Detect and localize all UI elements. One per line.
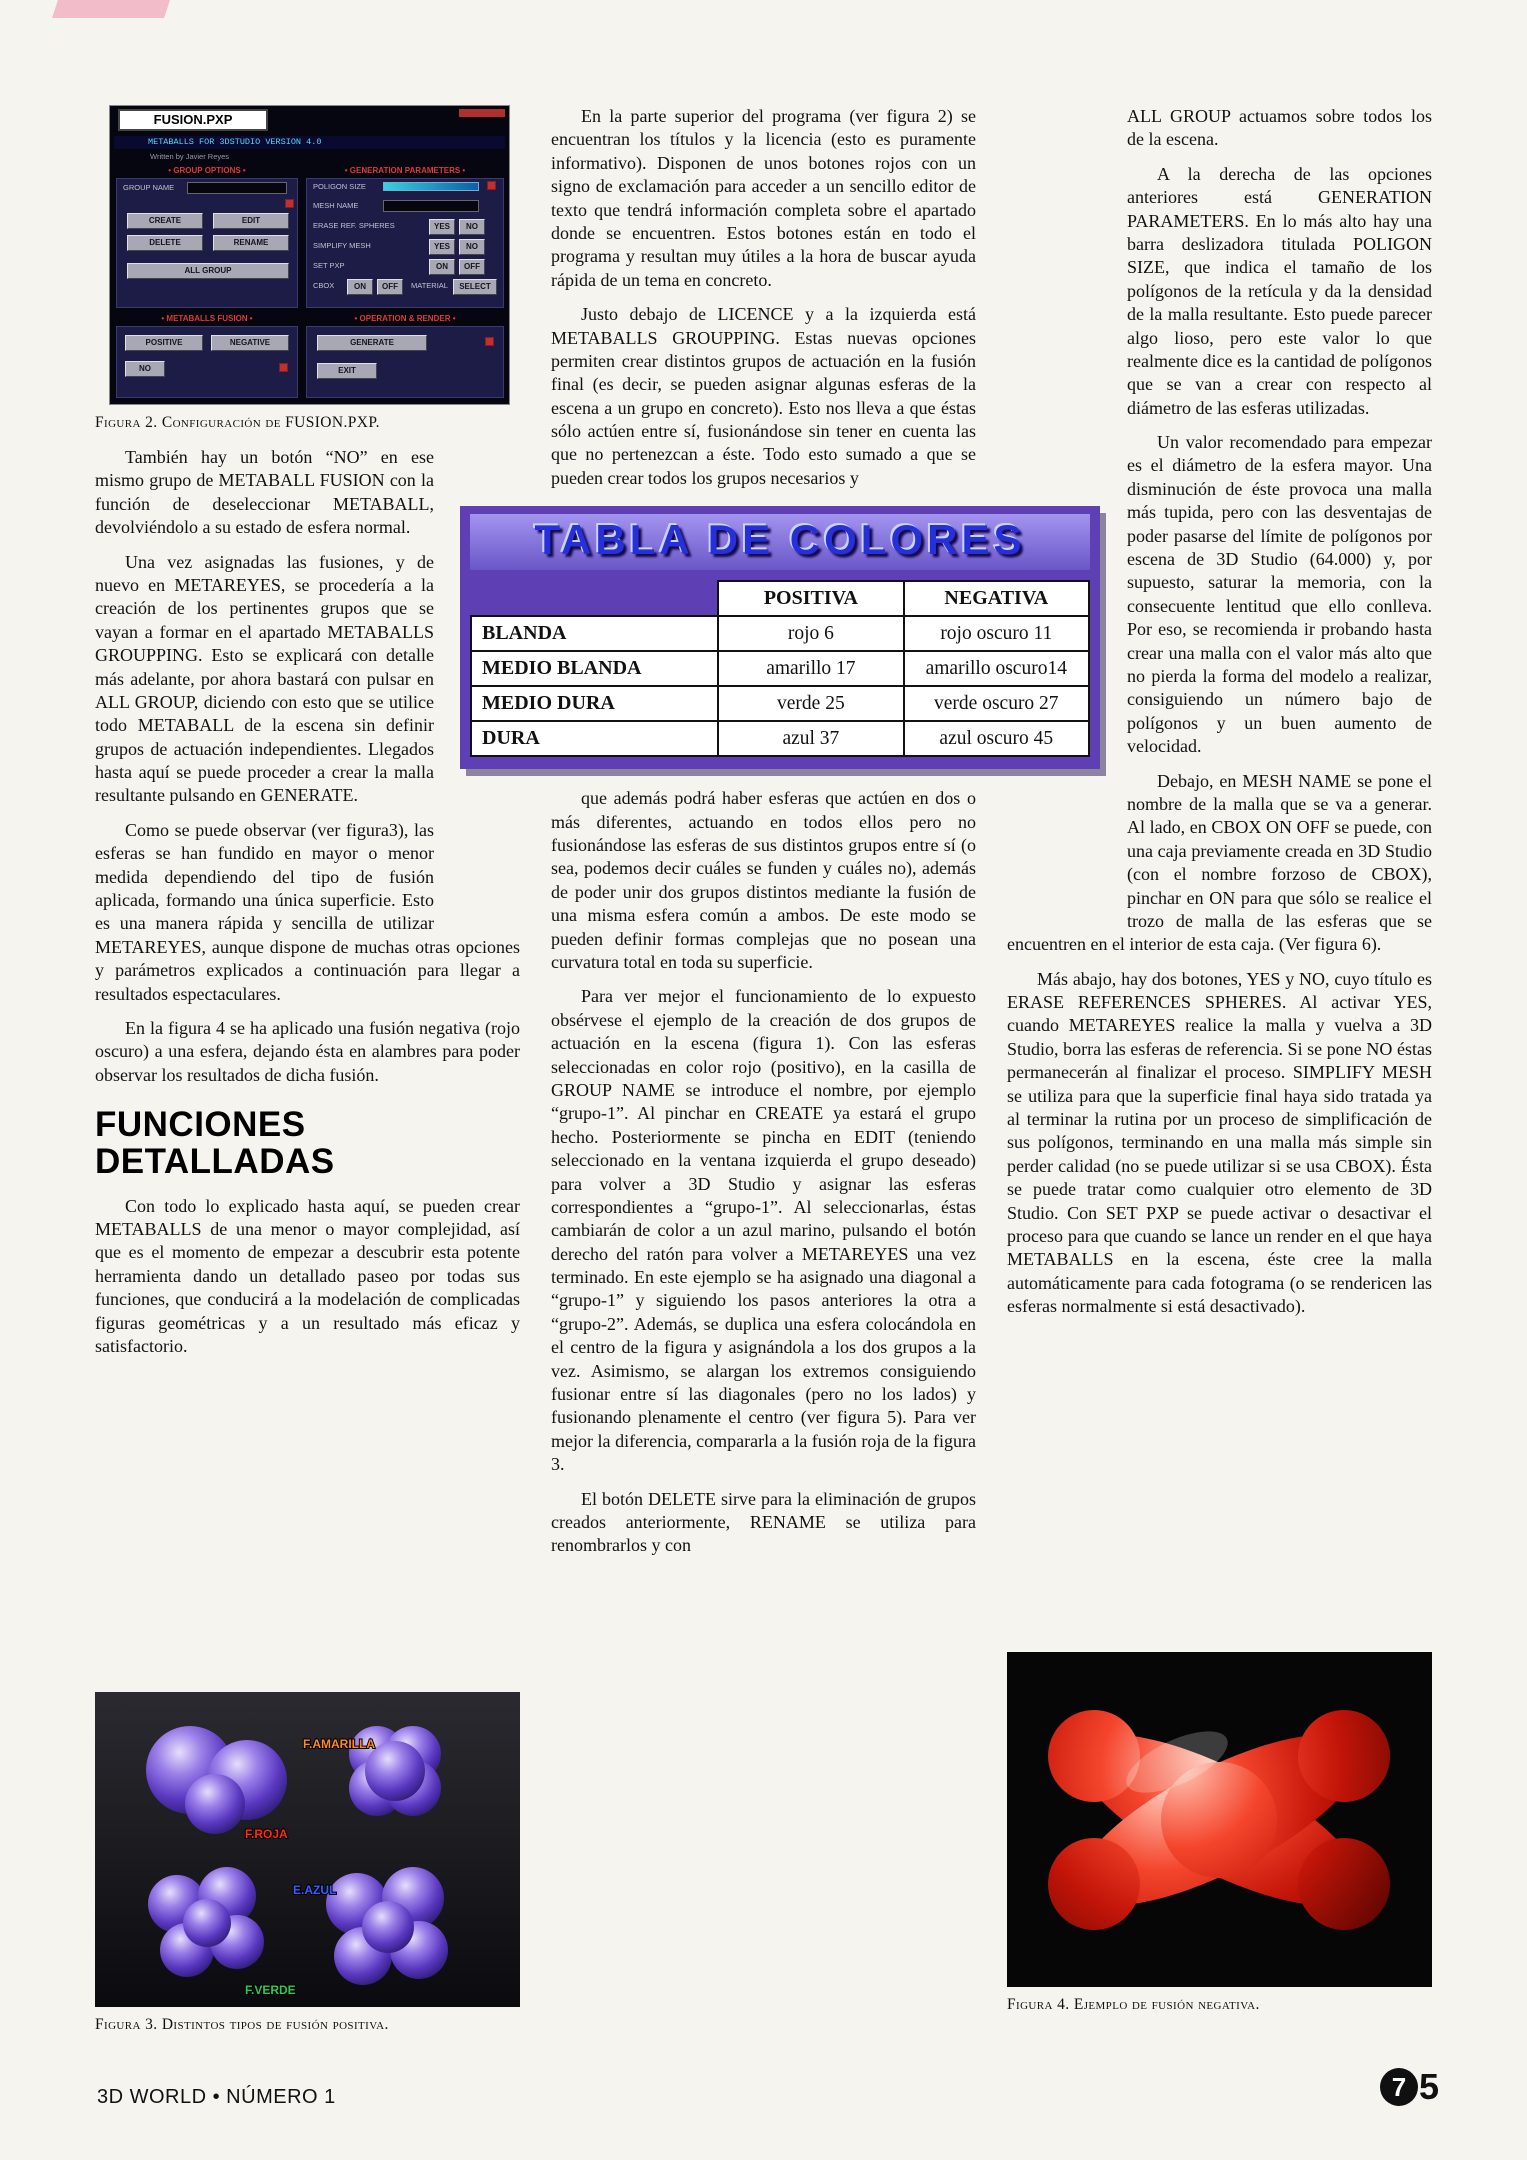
row-positiva: verde 25 xyxy=(718,686,903,721)
help-exclamation-icon xyxy=(485,337,494,346)
color-table-panel xyxy=(460,506,1100,769)
simplify-mesh-label: SIMPLIFY MESH xyxy=(313,241,371,250)
edit-button: EDIT xyxy=(213,213,289,229)
paragraph: que además podrá haber esferas que actúen en dos o más diferentes, actuando en todos ellos pero no fusionándose las esferas de sus distintos grupos entre sí (o sea, podemos decir cuáles se funden y cuáles no), además de poder unir dos grupos distintos mediante la fusión de una misma esfera común a ambos. De este modo se pueden definir formas complejas que no posean una curvatura total en toda su superficie. xyxy=(551,788,976,972)
window-title: FUSION.PXP xyxy=(118,109,268,131)
row-name: DURA xyxy=(471,721,718,756)
material-label: MATERIAL xyxy=(411,281,448,290)
paragraph: Más abajo, hay dos botones, YES y NO, cuyo título es ERASE REFERENCES SPHERES. Al activar YES, cuando METAREYES realice la malla y vuelva a 3D Studio, borra las esferas de referencia. Si se pone NO éstas permanecerán al finalizar el proceso. SIMPLIFY MESH se utiliza para que la superficie final haya sido tratada ya al terminar la rutina por un proceso de simplificación de sus polígonos, terminando en una malla más simple sin perder calidad (no se puede utilizar si se usa CBOX). Ésta se puede tratar como cualquier otro elemento de 3D Studio. Con SET PXP se puede activar o desactivar el proceso para que cuando se lance un render en el que haya METABALLS en la escena, éste cree la malla automáticamente para cada fotograma (o se rendericen las esferas normalmente si está desactivado). xyxy=(1007,968,1432,1317)
program-header: METABALLS FOR 3DSTUDIO VERSION 4.0 xyxy=(114,136,505,149)
page-number-circle: 7 xyxy=(1380,2068,1418,2106)
help-exclamation-icon xyxy=(279,363,288,372)
fusion-pxp-screenshot xyxy=(109,105,510,405)
all-group-button: ALL GROUP xyxy=(127,263,289,279)
table-corner-cell xyxy=(471,581,718,616)
table-header-positiva: POSITIVA xyxy=(718,581,903,616)
fusion-label-roja: F.ROJA xyxy=(245,1827,288,1841)
erase-spheres-label: ERASE REF. SPHERES xyxy=(313,221,395,230)
help-exclamation-icon xyxy=(487,181,496,190)
paragraph: Como se puede observar (ver figura3), las esferas se han fundido en mayor o menor medida dependiendo del tipo de fusión aplicada, formando una única superficie. Esto es una manera rápida y sencilla de utilizar METAREYES, aunque dispone de muchas otras opciones y parámetros explicados a continuación para llegar a resultados espectaculares. xyxy=(95,819,520,1004)
section-heading: FUNCIONES DETALLADAS xyxy=(95,1105,335,1181)
metaballs-positive-render xyxy=(95,1692,520,2007)
negative-fusion-render xyxy=(1007,1652,1432,1987)
mesh-name-field xyxy=(383,200,479,212)
fusion-label-amarilla: F.AMARILLA xyxy=(303,1737,375,1751)
mesh-name-label: MESH NAME xyxy=(313,201,359,210)
fusion-label-verde: F.VERDE xyxy=(245,1983,296,1997)
set-pxp-label: SET PXP xyxy=(313,261,345,270)
poligon-size-slider xyxy=(383,182,479,191)
column-middle xyxy=(482,105,1067,1569)
section-metaballs-fusion: • METABALLS FUSION • xyxy=(161,314,253,323)
color-table-title: TABLA DE COLORES xyxy=(470,514,1090,570)
paragraph: A la derecha de las opciones anteriores está GENERATION PARAMETERS. En lo más alto hay una barra deslizadora titulada POLIGON SIZE, que indica el tamaño de los polígonos de la retícula y da la densidad de la malla resultante. Esto puede parecer algo lioso, pero este valor lo que realmente dice es la cantidad de polígonos que se van a crear con respecto al diámetro de las esferas utilizadas. xyxy=(1127,163,1432,418)
positive-button: POSITIVE xyxy=(125,335,203,351)
row-positiva: rojo 6 xyxy=(718,616,903,651)
row-negativa: amarillo oscuro14 xyxy=(904,651,1089,686)
column-left xyxy=(95,105,520,1369)
paragraph: El botón DELETE sirve para la eliminación de grupos creados anteriormente, RENAME se utiliza para renombrarlos y con xyxy=(551,1488,976,1556)
table-row xyxy=(471,651,1089,686)
operation-render-panel xyxy=(306,326,504,398)
color-table xyxy=(470,580,1090,757)
table-row xyxy=(471,721,1089,756)
metaballs-fusion-panel xyxy=(116,326,298,398)
figure-2 xyxy=(95,105,520,432)
group-name-field xyxy=(187,182,287,194)
scan-artifact xyxy=(52,0,170,18)
section-group-options: • GROUP OPTIONS • xyxy=(168,166,246,175)
fusion-label-azul: E.AZUL xyxy=(293,1883,337,1897)
rename-button: RENAME xyxy=(213,235,289,251)
fusion-no-button: NO xyxy=(125,361,165,377)
footer-magazine-title: 3D WORLD • NÚMERO 1 xyxy=(97,2086,336,2108)
paragraph: Un valor recomendado para empezar es el diámetro de la esfera mayor. Una disminución de éste provoca una malla más tupida, pero con las desventajas de poder pasarse del límite de polígonos por escena de 3D Studio (64.000) y, por supuesto, saturar la memoria, con la consecuente lentitud que ello conlleva. Por eso, se recomienda ir probando hasta crear una malla con el valor más alto que no pierda la forma del modelo a realizar, consiguiendo un número bajo de polígonos y un buen aumento de velocidad. xyxy=(1127,432,1432,757)
simplify-yes-button: YES xyxy=(429,239,455,255)
row-positiva: azul 37 xyxy=(718,721,903,756)
negative-button: NEGATIVE xyxy=(211,335,289,351)
page-number-digit: 5 xyxy=(1418,2066,1439,2107)
paragraph: Justo debajo de LICENCE y a la izquierda está METABALLS GROUPPING. Estas nuevas opciones permiten crear distintos grupos de actuación en la fusión final (es decir, se pueden asignar algunas esferas de la escena a un grupo en concreto). Esto nos lleva a que éstas sólo actúen entre sí, fusionándose sin tener en cuenta las que no pertenezcan a éste. Todo esto sumado a que se pueden crear todos los grupos necesarios y xyxy=(551,304,976,488)
delete-button: DELETE xyxy=(127,235,203,251)
paragraph: Una vez asignadas las fusiones, y de nuevo en METAREYES, se procedería a la creación de los pertinentes grupos que se vayan a formar en el apartado METABALLS GROUPPING. Esto se explicará con detalle más adelante, por ahora bastará con pulsar en ALL GROUP, diciendo con esto que se utilice todo METABALL de la escena sin definir grupos de actuación independientes. Llegados hasta aquí se puede proceder a crear la malla resultante pulsando en GENERATE. xyxy=(95,551,434,806)
simplify-no-button: NO xyxy=(459,239,485,255)
table-row xyxy=(471,686,1089,721)
row-name: MEDIO BLANDA xyxy=(471,651,718,686)
material-select-button: SELECT xyxy=(453,279,497,295)
figure-3 xyxy=(95,1692,520,2034)
figure-3-caption: Figura 3. Distintos tipos de fusión positiva. xyxy=(95,2016,389,2033)
paragraph: Debajo, en MESH NAME se pone el nombre de la malla que se va a generar. Al lado, en CBOX ON OFF se puede, con una caja previamente creada en 3D Studio (con el nombre forzoso de CBOX), pinchar en ON para que sólo se realice el trozo de malla de las esferas que se encuentren en el interior de esta caja. (Ver figura 6). xyxy=(1007,770,1432,955)
row-positiva: amarillo 17 xyxy=(718,651,903,686)
program-byline: Written by Javier Reyes xyxy=(150,152,230,161)
exit-button: EXIT xyxy=(317,363,377,379)
table-header-negativa: NEGATIVA xyxy=(904,581,1089,616)
poligon-size-label: POLIGON SIZE xyxy=(313,182,366,191)
figure-4-caption: Figura 4. Ejemplo de fusión negativa. xyxy=(1007,1996,1260,2013)
figure-2-caption: Figura 2. Configuración de FUSION.PXP. xyxy=(95,414,380,431)
row-name: BLANDA xyxy=(471,616,718,651)
cbox-on-button: ON xyxy=(347,279,373,295)
generation-parameters-panel xyxy=(306,178,504,308)
paragraph: También hay un botón “NO” en ese mismo grupo de METABALL FUSION con la función de deseleccionar METABALL, devolviéndolo a su estado de esfera normal. xyxy=(95,447,434,538)
row-negativa: verde oscuro 27 xyxy=(904,686,1089,721)
section-operation-render: • OPERATION & RENDER • xyxy=(354,314,456,323)
setpxp-on-button: ON xyxy=(429,259,455,275)
erase-yes-button: YES xyxy=(429,219,455,235)
purple-metaball-cluster xyxy=(326,1867,448,1985)
row-negativa: azul oscuro 45 xyxy=(904,721,1089,756)
group-options-panel xyxy=(116,178,298,308)
group-name-label: GROUP NAME xyxy=(123,183,175,192)
table-row xyxy=(471,616,1089,651)
create-button: CREATE xyxy=(127,213,203,229)
row-name: MEDIO DURA xyxy=(471,686,718,721)
paragraph: En la figura 4 se ha aplicado una fusión negativa (rojo oscuro) a una esfera, dejando ésta en alambres para poder observar los resultados de dicha fusión. xyxy=(95,1017,520,1085)
help-exclamation-icon xyxy=(285,199,294,208)
figure-4 xyxy=(1007,1652,1432,2014)
cbox-off-button: OFF xyxy=(377,279,403,295)
paragraph: Con todo lo explicado hasta aquí, se pueden crear METABALLS de una menor o mayor complejidad, así que es el momento de empezar a descubrir esta potente herramienta dando un detallado paseo por todas sus funciones, que conducirá a la modelación de complicadas figuras geométricas y a un resultado más eficaz y satisfactorio. xyxy=(95,1195,520,1356)
page-number xyxy=(1380,2066,1439,2108)
erase-no-button: NO xyxy=(459,219,485,235)
purple-metaball-cluster xyxy=(148,1867,264,1977)
section-generation-parameters: • GENERATION PARAMETERS • xyxy=(344,166,466,175)
generate-button: GENERATE xyxy=(317,335,427,351)
cbox-label: CBOX xyxy=(313,281,335,290)
editor-marker xyxy=(459,109,505,117)
paragraph: En la parte superior del programa (ver figura 2) se encuentran los títulos y la licencia (esto es puramente informativo). Disponen de unos botones rojos con un signo de exclamación para acceder a un sencillo editor de texto que tendrá información completa sobre el apartado donde se encuentren. Estos botones están en todo el programa y resultan muy útiles a la hora de buscar ayuda rápida de un tema en concreto. xyxy=(551,106,976,290)
row-negativa: rojo oscuro 11 xyxy=(904,616,1089,651)
paragraph: Para ver mejor el funcionamiento de lo expuesto obsérvese el ejemplo de la creación de dos grupos de actuación en la escena (figura 1). Con las esferas seleccionadas en color rojo (positivo), en la casilla de GROUP NAME se introduce el nombre, por ejemplo “grupo-1”. Al pinchar en CREATE ya estará el grupo hecho. Posteriormente se pincha en EDIT (teniendo seleccionado en la ventana izquierda el grupo deseado) para volver a 3D Studio y asignar las esferas correspondientes a “grupo-1”. Al seleccionarlas, éstas cambiarán de color a un azul marino, pulsando el botón derecho del ratón para volver a METAREYES una vez terminado. En este ejemplo se ha asignado una diagonal a “grupo-1” y siguiendo los pasos anteriores la otra a “grupo-2”. Además, se duplica una esfera colocándola en el centro de la figura y asignándola a los dos grupos a la vez. Asimismo, se alargan los extremos consiguiendo fusionar entre sí las diagonales (pero no los lados) y fusionando plenamente el centro (ver figura 5). Para ver mejor la diferencia, compararla a la fusión roja de la figura 3. xyxy=(551,986,976,1475)
setpxp-off-button: OFF xyxy=(459,259,485,275)
paragraph: ALL GROUP actuamos sobre todos los de la escena. xyxy=(1127,106,1432,150)
